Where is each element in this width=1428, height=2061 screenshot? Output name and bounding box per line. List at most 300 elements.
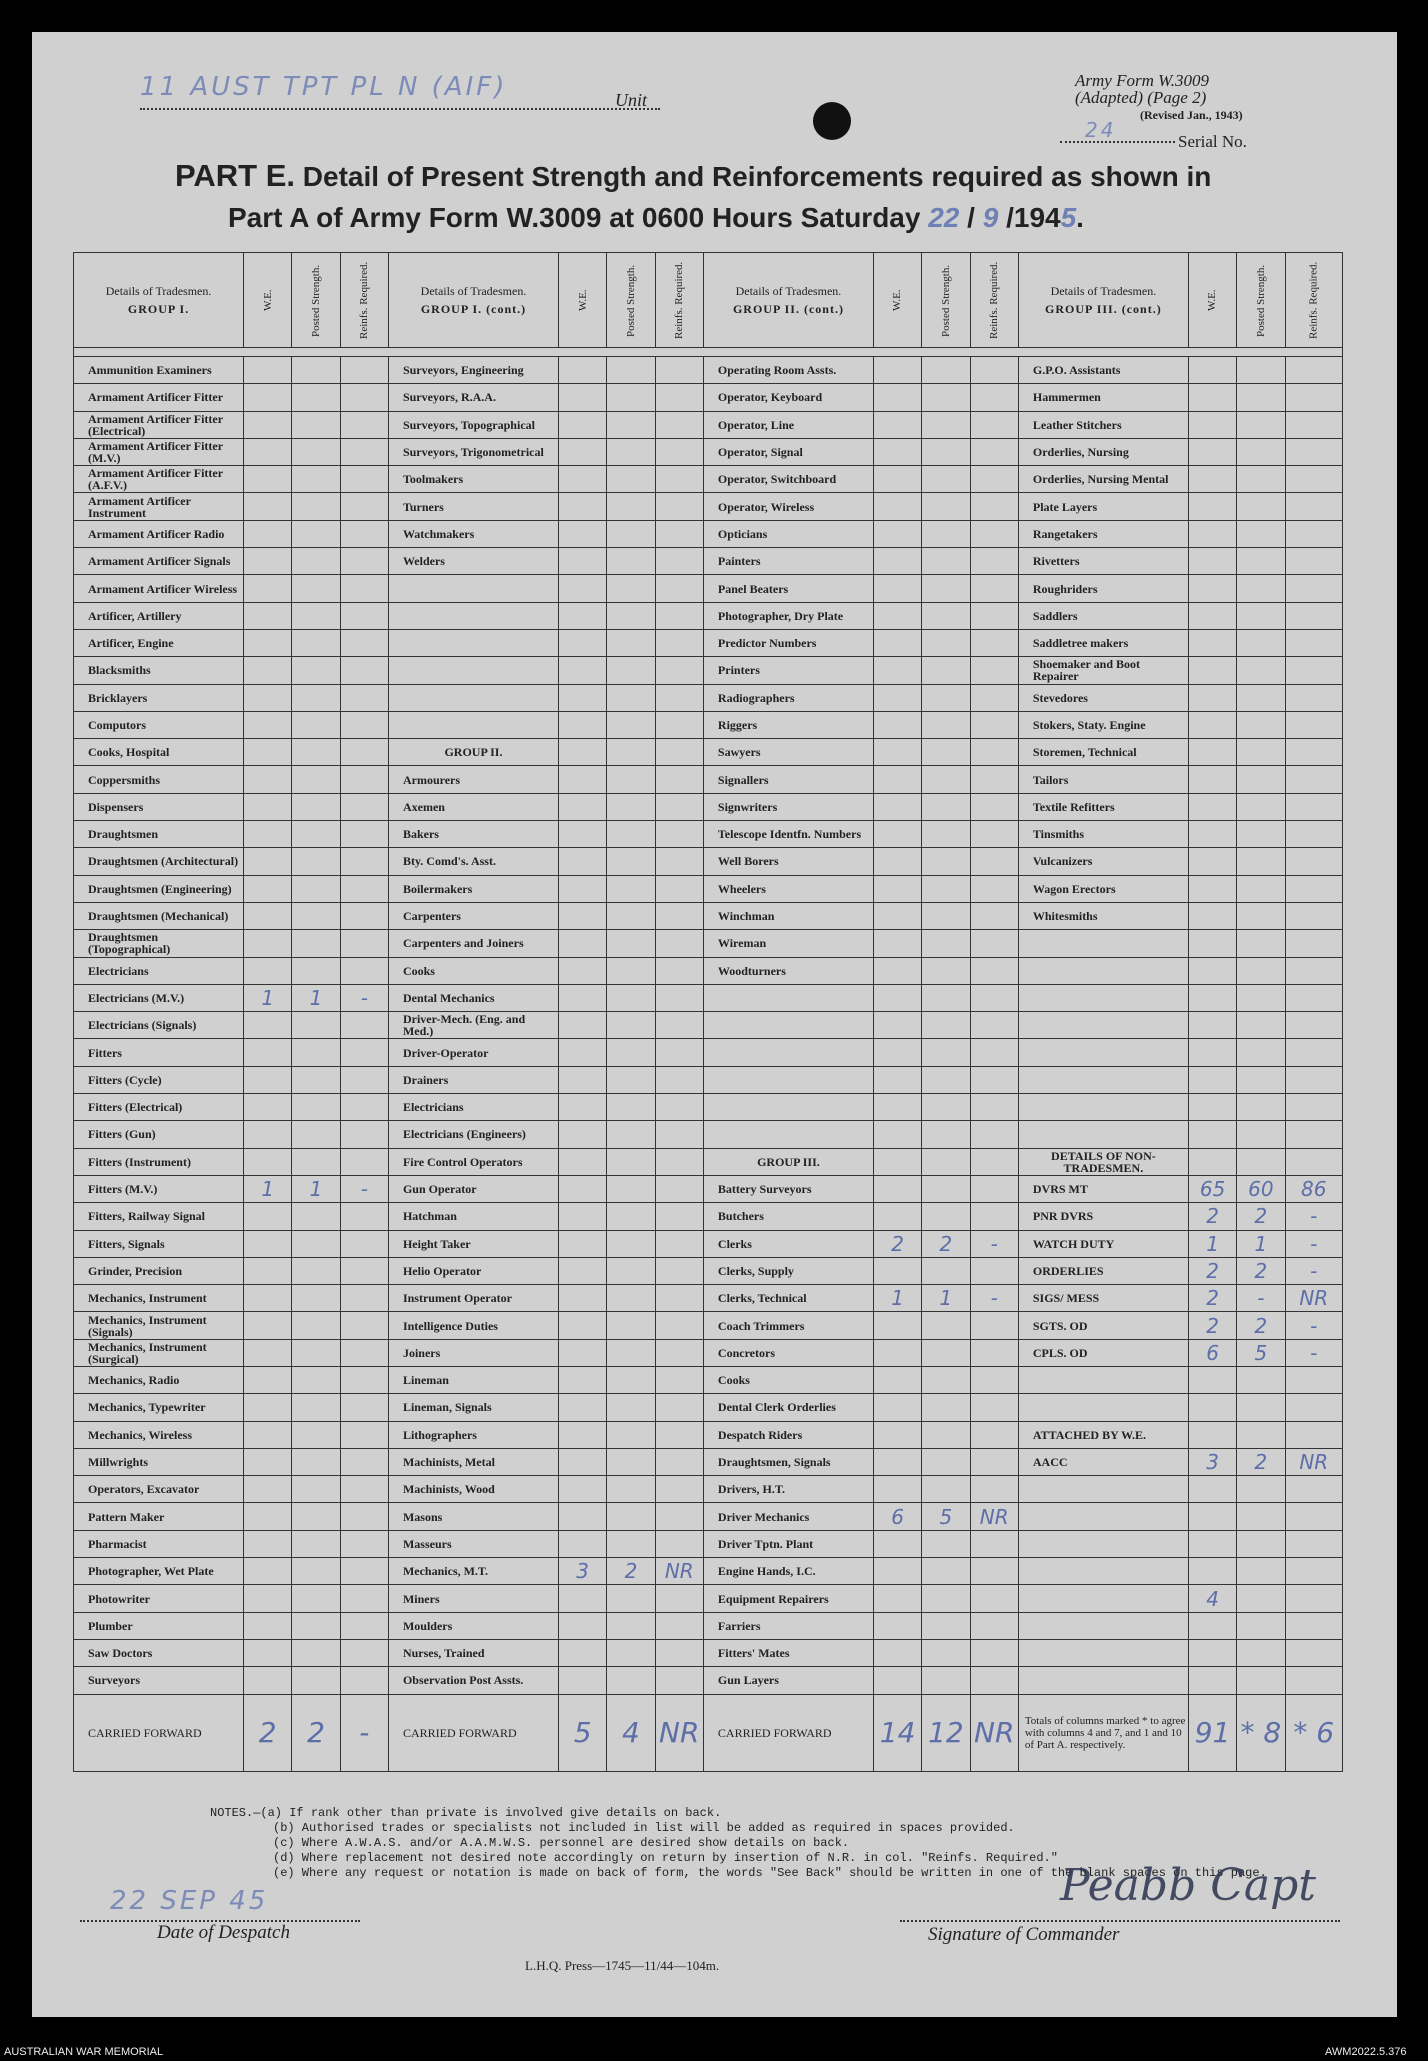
entry-cell (292, 930, 340, 957)
entry-cell (970, 1339, 1018, 1366)
trade-label: Sawyers (703, 739, 873, 766)
entry-cell (340, 438, 388, 465)
entry-cell (922, 739, 970, 766)
entry-cell (340, 875, 388, 902)
entry-cell (655, 684, 703, 711)
entry-cell (1285, 438, 1342, 465)
entry-cell (655, 1667, 703, 1694)
entry-cell (244, 629, 292, 656)
table-row (74, 821, 1343, 848)
header-we: W.E. (1188, 253, 1236, 348)
entry-cell (244, 1285, 292, 1312)
entry-cell (1237, 466, 1285, 493)
entry-cell (873, 1203, 921, 1230)
entry-cell (559, 1667, 607, 1694)
entry-cell (244, 930, 292, 957)
entry-cell (655, 1394, 703, 1421)
entry-cell (655, 1421, 703, 1448)
trade-label: Draughtsmen (Architectural) (74, 848, 244, 875)
entry-cell: 2 (1188, 1203, 1236, 1230)
trade-label: Armament Artificer Radio (74, 520, 244, 547)
trade-label: Axemen (388, 793, 558, 820)
entry-cell (1237, 548, 1285, 575)
trade-label: Equipment Repairers (703, 1585, 873, 1612)
trade-label: Bakers (388, 821, 558, 848)
entry-cell (244, 1203, 292, 1230)
entry-cell (340, 384, 388, 411)
entry-cell (607, 1639, 655, 1666)
entry-cell (292, 1394, 340, 1421)
entry-cell (1285, 1585, 1342, 1612)
entry-cell (607, 1175, 655, 1202)
trade-label: Clerks, Supply (703, 1257, 873, 1284)
entry-cell (244, 1612, 292, 1639)
entry-cell (1237, 1366, 1285, 1393)
entry-cell: 3 (559, 1558, 607, 1585)
trade-label (388, 711, 558, 738)
entry-cell: 2 (873, 1230, 921, 1257)
entry-cell (244, 1530, 292, 1557)
trade-label: Fitters, Railway Signal (74, 1203, 244, 1230)
entry-cell (1285, 602, 1342, 629)
entry-cell: 1 (873, 1285, 921, 1312)
entry-cell (292, 1530, 340, 1557)
entry-cell (1188, 684, 1236, 711)
entry-cell (1285, 1612, 1342, 1639)
trade-label: Surveyors (74, 1667, 244, 1694)
trade-label: Photographer, Dry Plate (703, 602, 873, 629)
despatch-label: Date of Despatch (157, 1922, 290, 1943)
table-row (74, 548, 1343, 575)
entry-cell (244, 793, 292, 820)
trade-label: Cooks (703, 1366, 873, 1393)
entry-cell (1285, 384, 1342, 411)
entry-cell (292, 684, 340, 711)
entry-cell (292, 1503, 340, 1530)
entry-cell (340, 1094, 388, 1121)
entry-cell (340, 575, 388, 602)
entry-cell (292, 1257, 340, 1284)
entry-cell (655, 384, 703, 411)
entry-cell (970, 1366, 1018, 1393)
entry-cell (873, 1039, 921, 1066)
entry-cell (607, 384, 655, 411)
trade-label: Armament Artificer Signals (74, 548, 244, 575)
entry-cell (655, 875, 703, 902)
table-row (74, 957, 1343, 984)
entry-cell (873, 1421, 921, 1448)
entry-cell (1285, 1121, 1342, 1148)
table-row (74, 1394, 1343, 1421)
entry-cell (607, 1394, 655, 1421)
entry-cell (873, 602, 921, 629)
entry-cell (1237, 1667, 1285, 1694)
entry-cell (607, 629, 655, 656)
entry-cell (559, 1121, 607, 1148)
entry-cell (970, 957, 1018, 984)
entry-cell (873, 575, 921, 602)
entry-cell (922, 1558, 970, 1585)
trade-label: Battery Surveyors (703, 1175, 873, 1202)
trade-label (703, 1012, 873, 1039)
trade-label: Toolmakers (388, 466, 558, 493)
entry-cell (655, 1585, 703, 1612)
entry-cell (607, 493, 655, 520)
table-row (74, 1421, 1343, 1448)
entry-cell (607, 1585, 655, 1612)
entry-cell (655, 1012, 703, 1039)
trade-label: Clerks, Technical (703, 1285, 873, 1312)
table-row (74, 1039, 1343, 1066)
entry-cell (922, 1421, 970, 1448)
entry-cell (1188, 438, 1236, 465)
entry-cell (970, 357, 1018, 384)
trade-label: Signwriters (703, 793, 873, 820)
title-line-1 (175, 158, 1211, 194)
entry-cell (292, 1148, 340, 1175)
entry-cell (922, 957, 970, 984)
entry-cell (655, 821, 703, 848)
trade-label: Fitters (Electrical) (74, 1094, 244, 1121)
entry-cell (922, 575, 970, 602)
entry-cell (1188, 1612, 1236, 1639)
entry-cell (1237, 1639, 1285, 1666)
entry-cell (1237, 984, 1285, 1011)
trade-label: Storemen, Technical (1018, 739, 1188, 766)
trade-label: Computors (74, 711, 244, 738)
trade-label (703, 984, 873, 1011)
entry-cell (1237, 875, 1285, 902)
entry-cell (1237, 821, 1285, 848)
entry-cell (1188, 1366, 1236, 1393)
entry-cell (970, 1039, 1018, 1066)
trade-label: Lineman (388, 1366, 558, 1393)
entry-cell (607, 711, 655, 738)
entry-cell (559, 548, 607, 575)
entry-cell (922, 629, 970, 656)
entry-cell (1237, 1503, 1285, 1530)
table-row (74, 984, 1343, 1011)
trade-label (1018, 1121, 1188, 1148)
trade-label: Height Taker (388, 1230, 558, 1257)
trade-label: Stevedores (1018, 684, 1188, 711)
entry-cell (244, 1394, 292, 1421)
entry-cell (970, 1012, 1018, 1039)
entry-cell (607, 793, 655, 820)
entry-cell (655, 1175, 703, 1202)
entry-cell (922, 1394, 970, 1421)
entry-cell (607, 1530, 655, 1557)
entry-cell (1237, 357, 1285, 384)
carried-forward-label: CARRIED FORWARD (388, 1694, 558, 1771)
entry-cell (655, 1066, 703, 1093)
entry-cell (922, 1148, 970, 1175)
entry-cell (292, 875, 340, 902)
table-row (74, 466, 1343, 493)
trade-label (388, 602, 558, 629)
entry-cell (607, 1012, 655, 1039)
entry-cell (1188, 1421, 1236, 1448)
trade-label: Operator, Line (703, 411, 873, 438)
trade-label: Drainers (388, 1066, 558, 1093)
trade-label: Masseurs (388, 1530, 558, 1557)
entry-cell (970, 1094, 1018, 1121)
entry-cell (1237, 1094, 1285, 1121)
entry-cell (970, 493, 1018, 520)
trade-label (388, 684, 558, 711)
entry-cell (340, 739, 388, 766)
trade-label (703, 1066, 873, 1093)
entry-cell (340, 684, 388, 711)
entry-cell (559, 1175, 607, 1202)
entry-cell (244, 1230, 292, 1257)
entry-cell (244, 602, 292, 629)
entry-cell (244, 848, 292, 875)
entry-cell (1188, 520, 1236, 547)
entry-cell (922, 548, 970, 575)
entry-cell (655, 766, 703, 793)
trade-label: Plate Layers (1018, 493, 1188, 520)
table-row (74, 1612, 1343, 1639)
entry-cell (655, 1203, 703, 1230)
trade-label: Operator, Switchboard (703, 466, 873, 493)
entry-cell (1237, 793, 1285, 820)
trade-label: Instrument Operator (388, 1285, 558, 1312)
entry-cell (292, 1612, 340, 1639)
trade-label: Armament Artificer Fitter (Electrical) (74, 411, 244, 438)
archive-caption-left: AUSTRALIAN WAR MEMORIAL (4, 2046, 164, 2058)
trade-label: Woodturners (703, 957, 873, 984)
table-row (74, 1175, 1343, 1202)
trade-label: Fitters (M.V.) (74, 1175, 244, 1202)
trade-label (1018, 1503, 1188, 1530)
entry-cell (244, 384, 292, 411)
entry-cell (1188, 875, 1236, 902)
entry-cell (970, 1121, 1018, 1148)
entry-cell (559, 1530, 607, 1557)
entry-cell (970, 1175, 1018, 1202)
entry-cell (970, 1203, 1018, 1230)
entry-cell (655, 657, 703, 684)
entry-cell (292, 1421, 340, 1448)
trade-label: PNR DVRS (1018, 1203, 1188, 1230)
carried-forward-value: 5 (559, 1694, 607, 1771)
trade-label: Riggers (703, 711, 873, 738)
trade-label: DVRS MT (1018, 1175, 1188, 1202)
entry-cell (1188, 1148, 1236, 1175)
entry-cell (1188, 957, 1236, 984)
entry-cell (655, 984, 703, 1011)
trade-label: Boilermakers (388, 875, 558, 902)
trade-label: Armourers (388, 766, 558, 793)
entry-cell (559, 384, 607, 411)
trade-label (1018, 930, 1188, 957)
entry-cell (1237, 684, 1285, 711)
entry-cell (292, 1066, 340, 1093)
entry-cell (1285, 1421, 1342, 1448)
entry-cell (970, 793, 1018, 820)
entry-cell (607, 1339, 655, 1366)
entry-cell (607, 1285, 655, 1312)
entry-cell (559, 438, 607, 465)
entry-cell (292, 766, 340, 793)
entry-cell (1237, 1148, 1285, 1175)
entry-cell (292, 793, 340, 820)
entry-cell (922, 902, 970, 929)
entry-cell (559, 1339, 607, 1366)
entry-cell (607, 466, 655, 493)
trade-label: Blacksmiths (74, 657, 244, 684)
table-row (74, 848, 1343, 875)
unit-line (140, 92, 660, 110)
entry-cell (922, 1585, 970, 1612)
trade-label: Tinsmiths (1018, 821, 1188, 848)
trade-label: Observation Post Assts. (388, 1667, 558, 1694)
entry-cell (1188, 357, 1236, 384)
entry-cell (922, 1012, 970, 1039)
trade-label: Draughtsmen (Engineering) (74, 875, 244, 902)
entry-cell (1188, 1667, 1236, 1694)
entry-cell (873, 657, 921, 684)
entry-cell (655, 411, 703, 438)
title-rest: Detail of Present Strength and Reinforcements required as shown in (295, 161, 1212, 192)
trade-label: Watchmakers (388, 520, 558, 547)
entry-cell (1285, 848, 1342, 875)
entry-cell (922, 520, 970, 547)
entry-cell: 2 (1188, 1285, 1236, 1312)
entry-cell: 6 (873, 1503, 921, 1530)
entry-cell (244, 1503, 292, 1530)
title-part: PART E. (175, 158, 295, 193)
entry-cell (922, 411, 970, 438)
entry-cell (970, 575, 1018, 602)
header-group3-cont: Details of Tradesmen. GROUP III. (cont.) (1018, 253, 1188, 348)
entry-cell (292, 902, 340, 929)
entry-cell (873, 438, 921, 465)
entry-cell (607, 1066, 655, 1093)
entry-cell (1285, 629, 1342, 656)
entry-cell (1285, 1094, 1342, 1121)
entry-cell (607, 1230, 655, 1257)
note-a: NOTES.—(a) If rank other than private is involved give details on back. (210, 1806, 722, 1820)
trade-label: Winchman (703, 902, 873, 929)
entry-cell (922, 1476, 970, 1503)
trade-label (1018, 1366, 1188, 1393)
entry-cell: 2 (607, 1558, 655, 1585)
entry-cell (655, 1094, 703, 1121)
entry-cell: 4 (1188, 1585, 1236, 1612)
entry-cell (922, 1175, 970, 1202)
trade-label (1018, 1094, 1188, 1121)
entry-cell (607, 357, 655, 384)
trade-label: Cooks, Hospital (74, 739, 244, 766)
entry-cell (244, 1366, 292, 1393)
entry-cell (292, 357, 340, 384)
entry-cell (1188, 384, 1236, 411)
entry-cell: 1 (292, 1175, 340, 1202)
entry-cell (873, 930, 921, 957)
trade-label: Orderlies, Nursing Mental (1018, 466, 1188, 493)
trade-label: Mechanics, Wireless (74, 1421, 244, 1448)
entry-cell (559, 875, 607, 902)
entry-cell (970, 1448, 1018, 1475)
entry-cell (873, 520, 921, 547)
carried-forward-value: 2 (244, 1694, 292, 1771)
entry-cell (244, 1639, 292, 1666)
entry-cell (340, 711, 388, 738)
commander-signature: Peabb Capt (1060, 1860, 1316, 1911)
entry-cell (607, 684, 655, 711)
entry-cell (292, 1448, 340, 1475)
entry-cell (340, 357, 388, 384)
trade-label (388, 575, 558, 602)
entry-cell (970, 657, 1018, 684)
table-row (74, 875, 1343, 902)
entry-cell (292, 629, 340, 656)
table-row (74, 1148, 1343, 1175)
trade-label: Telescope Identfn. Numbers (703, 821, 873, 848)
entry-cell (1188, 1639, 1236, 1666)
trade-label: Operator, Signal (703, 438, 873, 465)
table-row (74, 384, 1343, 411)
entry-cell (340, 1121, 388, 1148)
trade-label: Draughtsmen (Topographical) (74, 930, 244, 957)
entry-cell (922, 1312, 970, 1339)
entry-cell: 60 (1237, 1175, 1285, 1202)
header-posted: Posted Strength. (1237, 253, 1285, 348)
table-row (74, 1366, 1343, 1393)
entry-cell (559, 1421, 607, 1448)
trade-label: Electricians (M.V.) (74, 984, 244, 1011)
trade-label: Vulcanizers (1018, 848, 1188, 875)
entry-cell (340, 1612, 388, 1639)
entry-cell (1188, 902, 1236, 929)
note-e: (e) Where any request or notation is made on back of form, the words "See Back" should be written in one of the blank spaces on this page. (273, 1866, 1267, 1880)
entry-cell (970, 1530, 1018, 1557)
trade-label: Clerks (703, 1230, 873, 1257)
entry-cell: 1 (1188, 1230, 1236, 1257)
table-header-row (74, 253, 1343, 348)
entry-cell (1285, 930, 1342, 957)
entry-cell (607, 1148, 655, 1175)
trade-label: Mechanics, Instrument (Surgical) (74, 1339, 244, 1366)
trade-label: ORDERLIES (1018, 1257, 1188, 1284)
entry-cell (873, 739, 921, 766)
entry-cell (1188, 848, 1236, 875)
carried-forward-label: CARRIED FORWARD (703, 1694, 873, 1771)
entry-cell (970, 1066, 1018, 1093)
entry-cell (340, 1639, 388, 1666)
totals-note: Totals of columns marked * to agree with columns 4 and 7, and 1 and 10 of Part A. respectively. (1018, 1694, 1188, 1771)
entry-cell (292, 657, 340, 684)
entry-cell (655, 466, 703, 493)
entry-cell (922, 1366, 970, 1393)
entry-cell (655, 1612, 703, 1639)
entry-cell (559, 1394, 607, 1421)
entry-cell (970, 1667, 1018, 1694)
carried-forward-value: 2 (292, 1694, 340, 1771)
trade-label: CPLS. OD (1018, 1339, 1188, 1366)
trade-label: Bricklayers (74, 684, 244, 711)
entry-cell (922, 1448, 970, 1475)
entry-cell (607, 1476, 655, 1503)
note-b: (b) Authorised trades or specialists not included in list will be added as required in spaces provided. (273, 1821, 1015, 1835)
entry-cell (1285, 411, 1342, 438)
entry-cell (1285, 984, 1342, 1011)
trade-label (1018, 1012, 1188, 1039)
entry-cell (340, 657, 388, 684)
entry-cell: 2 (1237, 1312, 1285, 1339)
